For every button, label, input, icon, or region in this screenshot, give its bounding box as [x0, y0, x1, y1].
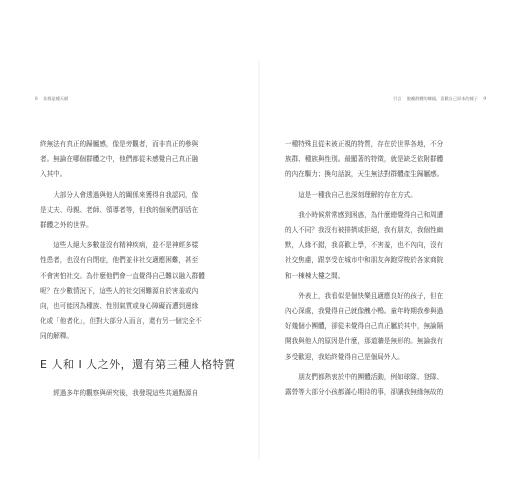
left-page-number: 8 [35, 96, 38, 101]
right-page-number: 9 [483, 96, 486, 101]
left-paragraph-4: 經過多年的觀察與研究後，我發現這些共通點源自 [53, 388, 199, 397]
right-page-header [393, 96, 490, 102]
right-page-chapter-label: 引言 [393, 96, 402, 101]
left-paragraph-1: 終無法有真正的歸屬感，像是旁觀者，而非真正的參與 者。無論在哪個群體之中，他們都從未感覺自己真正融 入其中。 [40, 140, 199, 179]
right-page-running-title: 脫離群體的鄉親，喜歡自己原本的樣子 [406, 96, 478, 101]
left-page-body [40, 137, 236, 406]
left-paragraph-2: 大部分人會透過與他人的關係來獲得自我認同，像 是丈夫、母親、老師、領導者等，但我的個案們卻活在 群體之外的世界。 [40, 190, 199, 230]
left-paragraph-3: 這些人絕大多數並沒有精神疾病，並不是神經多樣 性患者，也沒有自閉症，他們並非社交適應困難，甚至 不會害怕社交。為什麼他們會一直覺得自己難以融入群體 呢？在少數情況下，這些人的社交困難源自於害羞或內 向，也可能因為種族、性別氣質或身心障礙而遭到邊緣 化或「他者化」，但對大部分人而言，還有另一個完全不 同的解釋。 [40, 241, 205, 341]
right-page-body [285, 137, 483, 405]
left-page-header [31, 96, 68, 102]
left-page-running-title: 非群是種天賦 [43, 96, 69, 101]
right-paragraph-1: 一種特殊且從未被正視的特質，存在於世界各地，不分 族群、種族與性別。最顯著的特徵，就是缺乏依附群體 的內在驅力；換句話說，天生無法對群體產生歸屬感。 [285, 140, 444, 179]
right-paragraph-2: 這是一種我自己也深刻理解的存在方式。 [298, 190, 417, 199]
right-paragraph-5: 朋友們都熱衷於中的團體活動，例如球隊、登隊、 露營等大部分小孩都滿心期待的事，卻讓我無緣無故的 [285, 372, 444, 397]
right-paragraph-3: 我小時候常常感到困惑，為什麼總覺得自己和周遭 的人不同？我沒有被排擠或拒絕，我有朋友，我個性幽 默，人緣不錯，我喜歡上學，不害羞，也不內向，沒有 社交焦慮，跟享受在城市中和朋友奔跑穿梭於各家商院 和一棟棟大樓之間。 [285, 210, 444, 280]
section-heading: E 人和 I 人之外，還有第三種人格特質 [40, 357, 236, 371]
right-paragraph-4: 外表上，我看似是個快樂且適應良好的孩子，但在 內心深處，我覺得自己就像醜小鴨。童年時期我參與過 好幾個小團體，卻從未覺得自己真正屬於其中，無論隔 開我與他人的原因是什麼，那道牆是無形的。無論我有 多受歡迎，我始終覺得自己是個局外人。 [285, 291, 444, 361]
